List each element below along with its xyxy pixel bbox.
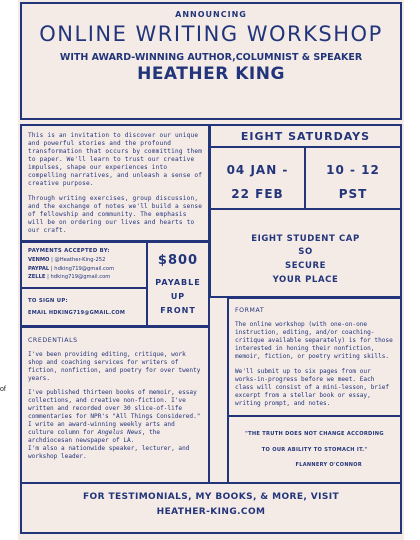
header-box	[20, 2, 402, 120]
format-paragraph: The online workshop (with one-on-one instruction, editing, and/or coaching-critique available separately) is for those interested in honing their nonfiction, memoir, fiction, or poetry writing skills.	[235, 321, 393, 360]
quote-box	[227, 415, 402, 484]
price-note-line1: PAYABLE	[155, 278, 201, 287]
author-name: HEATHER KING	[137, 64, 285, 84]
time-box	[304, 146, 402, 210]
payment-zelle: ZELLE | hdking719@gmail.com	[28, 274, 111, 280]
intro-paragraph: This is an invitation to discover our unique and powerful stories and the profound transformation that occurs by committing them to paper. We'll learn to trust our creative impulses, shape our experiences into compelling narratives, and unleash a sense of creative purpose.	[28, 132, 203, 187]
schedule-heading-box	[209, 124, 402, 148]
intro-paragraph: Through writing exercises, group discussion, and the exchange of notes we'll build a sense of fellowship and community. The emphasis will be on ordering our lives and hearts to our craft.	[28, 195, 203, 234]
cap-line2: SO	[298, 247, 313, 257]
stray-text: of	[0, 386, 6, 393]
class-time: 10 - 12	[326, 163, 380, 177]
quote-line2: TO OUR ABILITY TO STOMACH IT."	[261, 447, 368, 453]
footer-box	[20, 482, 402, 534]
announcing-label: ANNOUNCING	[175, 10, 247, 19]
credentials-paragraph	[28, 389, 203, 445]
price-note-line3: FRONT	[160, 306, 196, 315]
credentials-text: I've published thirteen books of memoir, essay collections, and creative non-fiction. I've written and recorded over 30 slice-of-life commentaries for NPR's "All Things Considered." I write an award-winning weekly arts and culture column for	[28, 389, 201, 436]
signup-box	[20, 287, 148, 327]
payment-box	[20, 241, 148, 289]
signup-label: TO SIGN UP:	[28, 298, 68, 304]
payment-label: PAYMENTS ACCEPTED BY:	[28, 248, 110, 254]
format-label: FORMAT	[235, 307, 265, 314]
credentials-paragraph: I'm also a nationwide speaker, lecturer, and workshop leader.	[28, 445, 190, 460]
paypal-label: PAYPAL	[28, 265, 50, 272]
credentials-text: , the archdiocesan newspaper of LA.	[28, 429, 161, 444]
paypal-email: hdking719@gmail.com	[54, 265, 115, 272]
quote-line1: "THE TRUTH DOES NOT CHANGE ACCORDING	[245, 431, 384, 437]
format-paragraph: We'll submit up to six pages from our works-in-progress before we meet. Each class will consist of a mini-lesson, brief excerpt from a stellar book or essay, writing prompt, and notes.	[235, 368, 390, 407]
cap-line3: SECURE	[284, 261, 327, 271]
author-subtitle: WITH AWARD-WINNING AUTHOR,COLUMNIST & SPEAKER	[59, 52, 363, 63]
price-amount: $800	[157, 253, 199, 268]
price-box	[146, 241, 210, 327]
credentials-box	[20, 326, 210, 484]
venmo-label: VENMO	[28, 257, 50, 263]
publication-name: Angelus News	[97, 429, 142, 436]
price-note-line2: UP	[170, 292, 186, 301]
cap-line1: EIGHT STUDENT CAP	[251, 234, 360, 244]
dates-box	[209, 146, 306, 210]
zelle-label: ZELLE	[28, 274, 46, 280]
signup-email[interactable]: EMAIL HDKING719@GMAIL.COM	[28, 310, 126, 316]
student-cap-box	[209, 208, 402, 298]
venmo-handle: @Heather-King-252	[54, 257, 106, 263]
payment-paypal: PAYPAL | hdking719@gmail.com	[28, 265, 115, 272]
zelle-email: hdking719@gmail.com	[50, 274, 111, 280]
quote-author: FLANNERY O'CONNOR	[295, 462, 362, 468]
payment-venmo: VENMO | @Heather-King-252	[28, 257, 106, 263]
workshop-title: ONLINE WRITING WORKSHOP	[39, 22, 383, 46]
format-box	[227, 297, 402, 417]
schedule-heading: EIGHT SATURDAYS	[240, 130, 371, 143]
cap-line4: YOUR PLACE	[272, 275, 339, 285]
date-start: 04 JAN -	[226, 163, 289, 177]
date-end: 22 FEB	[231, 187, 284, 201]
workshop-flyer	[18, 0, 404, 540]
timezone: PST	[338, 187, 368, 201]
credentials-label: CREDENTIALS	[28, 337, 78, 344]
intro-box	[20, 124, 210, 242]
credentials-paragraph: I've been providing editing, critique, work shop and coaching services for writers of fiction, nonfiction, and poetry for over twenty years.	[28, 351, 201, 382]
website-link[interactable]: HEATHER-KING.COM	[156, 507, 266, 517]
footer-line1: FOR TESTIMONIALS, MY BOOKS, & MORE, VISIT	[82, 492, 340, 502]
